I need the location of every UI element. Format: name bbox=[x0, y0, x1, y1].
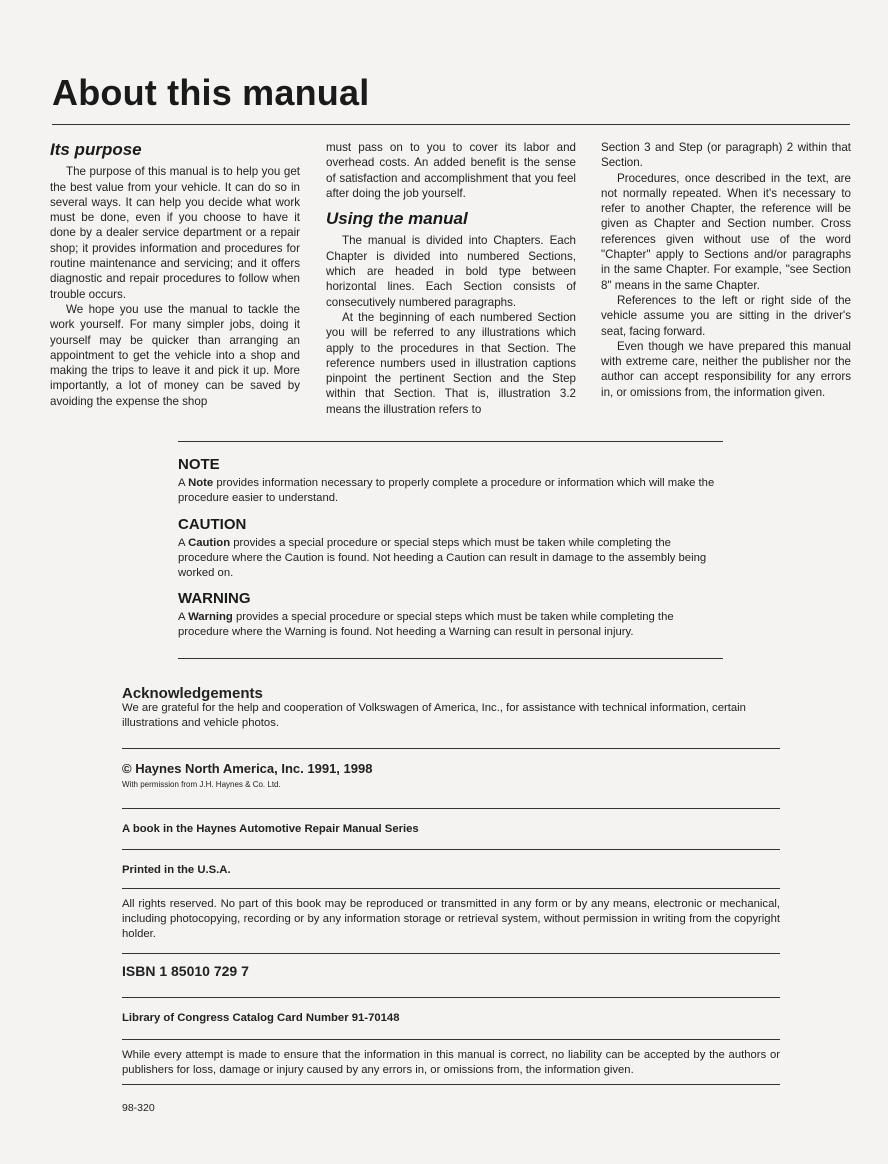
acknowledgements-text: We are grateful for the help and cooperation of Volkswagen of America, Inc., for assistance with technical information, certain illustrations and vehicle photos. bbox=[122, 702, 746, 729]
using-paragraph-5: References to the left or right side of the vehicle assume you are sitting in the driver's seat, facing forward. bbox=[601, 293, 851, 338]
column-2 bbox=[326, 140, 576, 417]
divider bbox=[122, 888, 780, 889]
using-paragraph-6: Even though we have prepared this manual with extreme care, neither the publisher nor the author can accept responsibility for any errors in, or omissions from, the information given. bbox=[601, 339, 851, 399]
column-1 bbox=[50, 140, 300, 409]
note-block bbox=[178, 456, 723, 506]
divider bbox=[122, 849, 780, 850]
disclaimer-text: While every attempt is made to ensure that the information in this manual is correct, no liability can be accepted by the authors or publishers for loss, damage or injury caused by any errors in, or omissions from, the information given. bbox=[122, 1049, 780, 1076]
title-divider bbox=[52, 124, 850, 125]
using-paragraph-4: Procedures, once described in the text, are not normally repeated. When it's necessary to refer to another Chapter, the reference will be given as Chapter and Section number. Cross references given without use of the word "Chapter" apply to Sections and/or paragraphs in the same Chapter. For example, "see Section 8" means in the same Chapter. bbox=[601, 171, 851, 292]
caution-text: A Caution provides a special procedure or special steps which must be taken while completing the procedure where the Caution is found. Not heeding a Caution can result in damage to the assembly being worked on. bbox=[178, 537, 707, 579]
column-3 bbox=[601, 140, 851, 400]
acknowledgements-heading: Acknowledgements bbox=[122, 685, 263, 702]
notice-box-top-rule bbox=[178, 441, 723, 442]
series-line: A book in the Haynes Automotive Repair Manual Series bbox=[122, 823, 419, 835]
note-text: A Note provides information necessary to properly complete a procedure or information which will make the procedure easier to understand. bbox=[178, 477, 715, 504]
using-paragraph-3: Section 3 and Step (or paragraph) 2 within that Section. bbox=[601, 141, 851, 170]
notice-box-bottom-rule bbox=[178, 658, 723, 659]
warning-block bbox=[178, 590, 723, 640]
divider bbox=[122, 1039, 780, 1040]
page-title: About this manual bbox=[52, 72, 370, 113]
copyright-block bbox=[122, 761, 780, 790]
purpose-paragraph-1: The purpose of this manual is to help you get the best value from your vehicle. It can do so in several ways. It can help you decide what work must be done, even if you choose to have it done by a dealer service department or a repair shop; it provides information and procedures for routine maintenance and servicing; and it offers diagnostic and repair procedures to follow when trouble occurs. bbox=[50, 165, 300, 301]
using-paragraph-1: The manual is divided into Chapters. Each Chapter is divided into numbered Sections, which are headed in bold type between horizontal lines. Each Section consists of consecutively numbered paragraphs. bbox=[326, 234, 576, 309]
divider bbox=[122, 953, 780, 954]
note-heading: NOTE bbox=[178, 456, 220, 473]
isbn-line: ISBN 1 85010 729 7 bbox=[122, 963, 249, 979]
divider bbox=[122, 748, 780, 749]
rights-text: All rights reserved. No part of this book may be reproduced or transmitted in any form or by any means, electronic or mechanical, including photocopying, recording or by any information storage or retrieval system, without permission in writing from the copyright holder. bbox=[122, 898, 780, 940]
library-line: Library of Congress Catalog Card Number 91-70148 bbox=[122, 1012, 400, 1024]
page-code: 98-320 bbox=[122, 1102, 155, 1114]
using-paragraph-2: At the beginning of each numbered Section you will be referred to any illustrations which apply to the procedures in that Section. The reference numbers used in illustration captions pinpoint the pertinent Section and the Step within that Section. That is, illustration 3.2 means the illustration refers to bbox=[326, 310, 576, 416]
warning-heading: WARNING bbox=[178, 590, 251, 607]
divider bbox=[122, 1084, 780, 1085]
caution-block bbox=[178, 516, 723, 581]
purpose-paragraph-2: We hope you use the manual to tackle the work yourself. For many simpler jobs, doing it yourself may be quicker than arranging an appointment to get the vehicle into a shop and making the trips to leave it and pick it up. More importantly, a lot of money can be saved by avoiding the expense the shop bbox=[50, 302, 300, 408]
printed-line: Printed in the U.S.A. bbox=[122, 864, 231, 876]
caution-heading: CAUTION bbox=[178, 516, 247, 533]
using-heading: Using the manual bbox=[326, 209, 468, 229]
purpose-paragraph-3: must pass on to you to cover its labor and overhead costs. An added benefit is the sense of satisfaction and accomplishment that you feel after doing the job yourself. bbox=[326, 141, 576, 200]
purpose-heading: Its purpose bbox=[50, 140, 142, 159]
permission-line: With permission from J.H. Haynes & Co. Ltd. bbox=[122, 780, 281, 789]
divider bbox=[122, 808, 780, 809]
warning-text: A Warning provides a special procedure or special steps which must be taken while completing the procedure where the Warning is found. Not heeding a Warning can result in personal injury. bbox=[178, 611, 674, 638]
divider bbox=[122, 997, 780, 998]
copyright-line: © Haynes North America, Inc. 1991, 1998 bbox=[122, 761, 373, 776]
acknowledgements-block bbox=[122, 686, 780, 731]
